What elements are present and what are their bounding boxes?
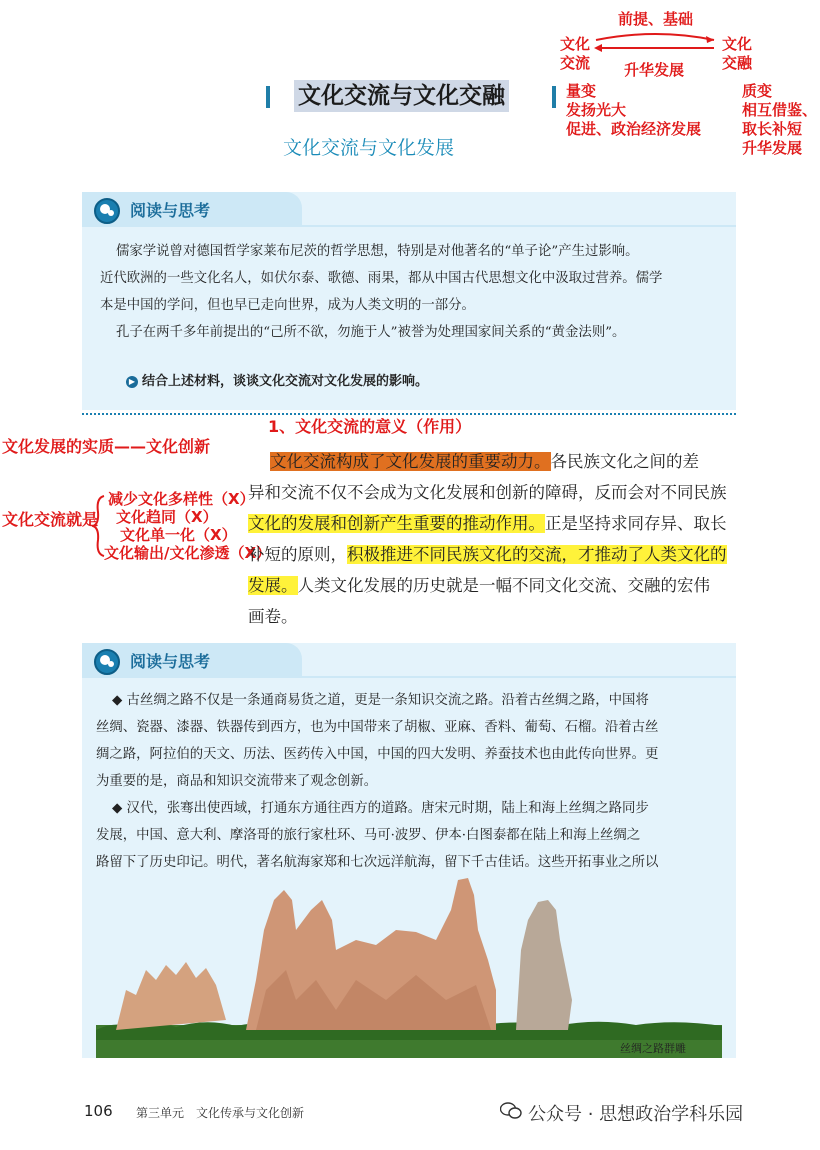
body-line-2: 异和交流不仅不会成为文化发展和创新的障碍，反而会对不同民族 [248, 483, 727, 502]
anno-right-note-4: 升华发展 [742, 139, 803, 157]
page-number: 106 [84, 1102, 113, 1120]
box2-line-3: 绸之路，阿拉伯的天文、历法、医药传入中国，中国的四大发明、养蚕技术也由此传向世界。更 [96, 747, 659, 762]
anno-brace-path [93, 496, 104, 556]
anno-exchange-is: 文化交流就是 [2, 510, 99, 529]
anno-right-note-3: 取长补短 [742, 120, 803, 138]
unit-title: 第三单元 文化传承与文化创新 [136, 1106, 305, 1120]
reading-box-1 [82, 192, 736, 410]
arrow-right-icon: ▶ [126, 376, 138, 388]
anno-right-bottom: 交融 [722, 54, 753, 72]
body-highlight-1: 文化的发展和创新产生重要的推动作用。 [248, 514, 545, 533]
anno-arrow-forward [596, 34, 714, 40]
box1-line-2: 近代欧洲的一些文化名人，如伏尔泰、歌德、雨果，都从中国古代思想文化中汲取过营养。儒学 [100, 271, 663, 286]
body-line-5-rest: 人类文化发展的历史就是一幅不同文化交流、交融的宏伟 [297, 576, 710, 595]
anno-arrows [592, 30, 720, 56]
anno-right-top: 文化 [722, 35, 753, 53]
anno-wrong-3: 文化单一化（X） [120, 526, 237, 544]
image-caption: 丝绸之路群雕 [620, 1042, 686, 1055]
statue-traveler [516, 900, 572, 1030]
wechat-watermark [500, 1100, 743, 1126]
anno-left-label [560, 35, 590, 73]
body-highlight-3: 发展。 [248, 576, 298, 595]
box-heading: 阅读与思考 [130, 201, 211, 220]
anno-right-label [722, 35, 752, 73]
body-line-4-start: 补短的原则， [248, 545, 347, 564]
anno-qualitative-notes [742, 82, 817, 158]
anno-essence: 文化发展的实质——文化创新 [2, 437, 211, 456]
body-line-1-rest: 各民族文化之间的差 [550, 452, 699, 471]
title-bar-left [266, 86, 270, 108]
box1-line-3: 本是中国的学问，但也早已走向世界，成为人类文明的一部分。 [100, 298, 475, 313]
box2-line-5: ◆ 汉代，张骞出使西域，打通东方通往西方的道路。唐宋元时期，陆上和海上丝绸之路同步 [112, 801, 649, 816]
body-line-3-rest: 正是坚持求同存异、取长 [545, 514, 727, 533]
box1-line-1: 儒家学说曾对德国哲学家莱布尼茨的哲学思想，特别是对他著名的“单子论”产生过影响。 [116, 244, 639, 259]
box1-question [126, 370, 428, 389]
box2-line-7: 路留下了历史印记。明代，著名航海家郑和七次远洋航海，留下千古佳话。这些开拓事业之所以 [96, 855, 659, 870]
section-subtitle: 文化交流与文化发展 [283, 137, 455, 159]
body-highlight-2: 积极推进不同民族文化的交流，才推动了人类文化的 [347, 545, 727, 564]
anno-left-note-2: 发扬光大 [566, 101, 627, 119]
anno-premise: 前提、基础 [618, 10, 694, 28]
body-line-4 [248, 539, 727, 570]
box2-line-1: ◆ 古丝绸之路不仅是一条通商易货之道，更是一条知识交流之路。沿着古丝绸之路，中国将 [112, 693, 649, 708]
body-key-sentence: 文化交流构成了文化发展的重要动力。 [270, 452, 551, 471]
anno-right-note-2: 相互借鉴、 [742, 101, 818, 119]
box1-question-text: 结合上述材料，谈谈文化交流对文化发展的影响。 [142, 374, 429, 389]
anno-left-top: 文化 [560, 35, 591, 53]
anno-left-note-3: 促进、政治经济发展 [566, 120, 702, 138]
box-heading: 阅读与思考 [130, 652, 211, 671]
wechat-icon [500, 1102, 522, 1120]
title-bar-right [552, 86, 556, 108]
page-title-text: 文化交流与文化交融 [294, 80, 509, 112]
box2-line-4: 为重要的是，商品和知识交流带来了观念创新。 [96, 774, 378, 789]
anno-wrong-1: 减少文化多样性（X） [108, 490, 255, 508]
anno-wrong-2: 文化趋同（X） [116, 508, 218, 526]
silk-road-statues-image [96, 870, 722, 1058]
anno-significance: 1、文化交流的意义（作用） [268, 417, 472, 436]
wechat-text: 公众号 · 思想政治学科乐园 [528, 1104, 744, 1125]
palette-icon [94, 649, 120, 675]
anno-right-note-1: 质变 [742, 82, 773, 100]
statue-small-camels [116, 962, 226, 1030]
body-line-6: 画卷。 [248, 607, 298, 626]
body-line-3 [248, 508, 727, 539]
box2-line-2: 丝绸、瓷器、漆器、铁器传到西方，也为中国带来了胡椒、亚麻、香料、葡萄、石榴。沿着古丝 [96, 720, 659, 735]
anno-wrong-4: 文化输出/文化渗透（X） [104, 544, 272, 562]
box-tab [82, 643, 302, 677]
anno-sublimation: 升华发展 [624, 61, 685, 79]
palette-icon [94, 198, 120, 224]
anno-left-note-1: 量变 [566, 82, 597, 100]
anno-arrowhead-forward [706, 36, 714, 43]
anno-quantitative-notes [566, 82, 701, 139]
box1-line-4: 孔子在两千多年前提出的“己所不欲，勿施于人”被誉为处理国家间关系的“黄金法则”。 [116, 325, 626, 340]
anno-arrowhead-back [594, 44, 602, 52]
body-line-1 [270, 446, 699, 477]
anno-left-bottom: 交流 [560, 54, 591, 72]
box2-line-6: 发展，中国、意大利、摩洛哥的旅行家杜环、马可·波罗、伊本·白图泰都在陆上和海上丝绸之 [96, 828, 641, 843]
page-title [266, 80, 556, 114]
body-line-5 [248, 570, 710, 601]
box-tab [82, 192, 302, 226]
